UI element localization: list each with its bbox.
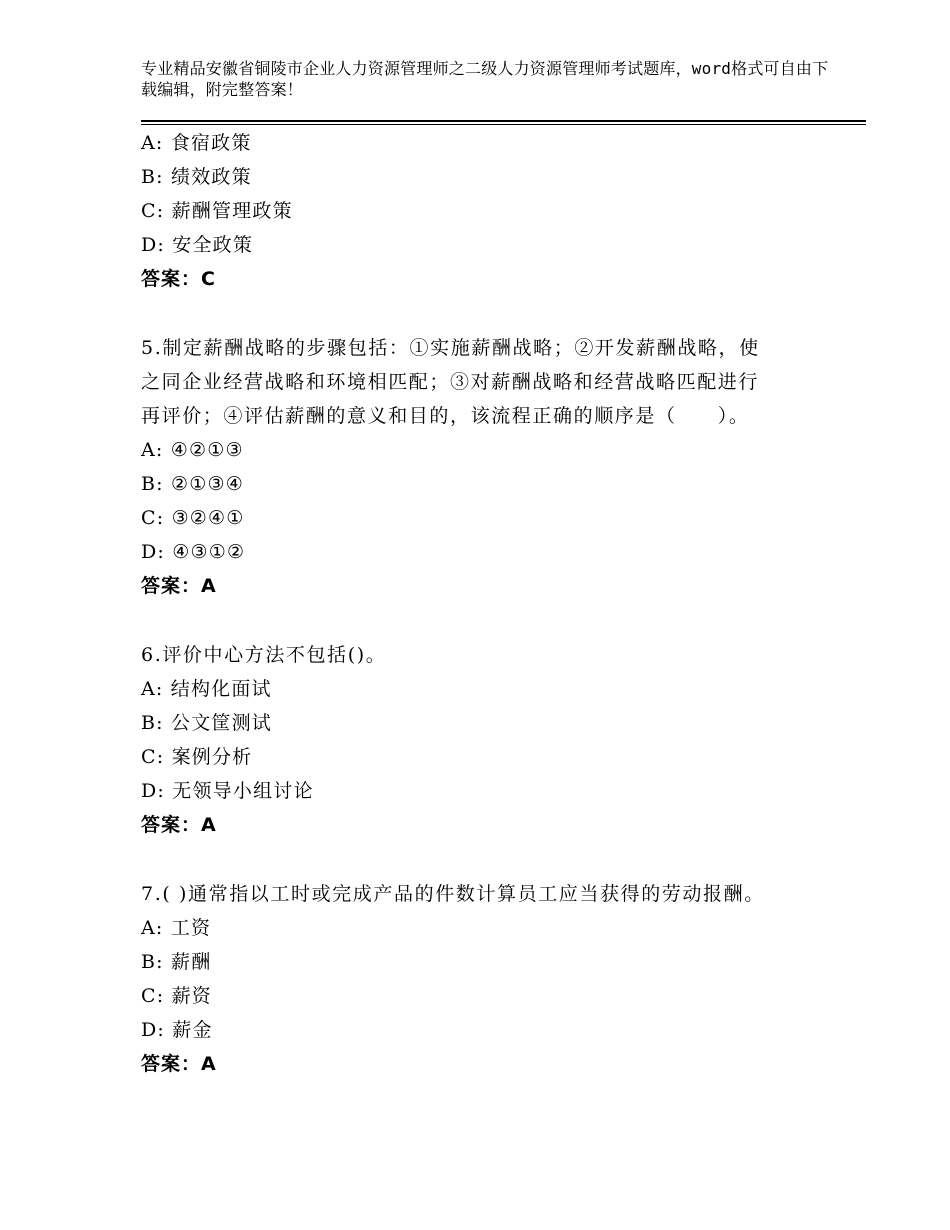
option-d: D: 安全政策 [141, 234, 254, 256]
option-c: C: 案例分析 [141, 746, 253, 768]
answer-line: 答案：A [141, 1053, 217, 1075]
document-header: 专业精品安徽省铜陵市企业人力资源管理师之二级人力资源管理师考试题库，word格式可自由下载编辑，附完整答案！ [141, 59, 829, 99]
spacer [141, 842, 841, 877]
header-rule-thin [141, 124, 866, 125]
spacer [141, 603, 841, 638]
document-body [141, 126, 841, 1081]
option-d: D: ④③①② [141, 541, 246, 563]
option-c: C: 薪资 [141, 985, 212, 1007]
answer-line: 答案：C [141, 268, 216, 290]
option-a: A: 食宿政策 [141, 132, 252, 154]
option-a: A: 工资 [141, 917, 212, 939]
option-b: B: 公文筐测试 [141, 712, 273, 734]
question-4 [141, 126, 841, 296]
question-stem: 之同企业经营战略和环境相匹配；③对薪酬战略和经营战略匹配进行 [141, 371, 760, 393]
option-a: A: ④②①③ [141, 439, 244, 461]
option-d: D: 薪金 [141, 1019, 213, 1041]
question-stem: 7.( )通常指以工时或完成产品的件数计算员工应当获得的劳动报酬。 [141, 883, 765, 905]
question-7 [141, 877, 841, 1081]
option-b: B: ②①③④ [141, 473, 244, 495]
question-6 [141, 638, 841, 842]
option-c: C: 薪酬管理政策 [141, 200, 293, 222]
spacer [141, 296, 841, 331]
header-rule-thick [141, 120, 866, 122]
option-c: C: ③②④① [141, 507, 245, 529]
option-b: B: 绩效政策 [141, 166, 252, 188]
option-b: B: 薪酬 [141, 951, 212, 973]
question-stem: 再评价；④评估薪酬的意义和目的，该流程正确的顺序是（ ）。 [141, 405, 750, 427]
question-stem: 5.制定薪酬战略的步骤包括：①实施薪酬战略；②开发薪酬战略，使 [141, 337, 760, 359]
option-d: D: 无领导小组讨论 [141, 780, 314, 802]
answer-line: 答案：A [141, 575, 217, 597]
option-a: A: 结构化面试 [141, 678, 272, 700]
answer-line: 答案：A [141, 814, 217, 836]
question-5 [141, 331, 841, 603]
question-stem: 6.评价中心方法不包括()。 [141, 644, 387, 666]
